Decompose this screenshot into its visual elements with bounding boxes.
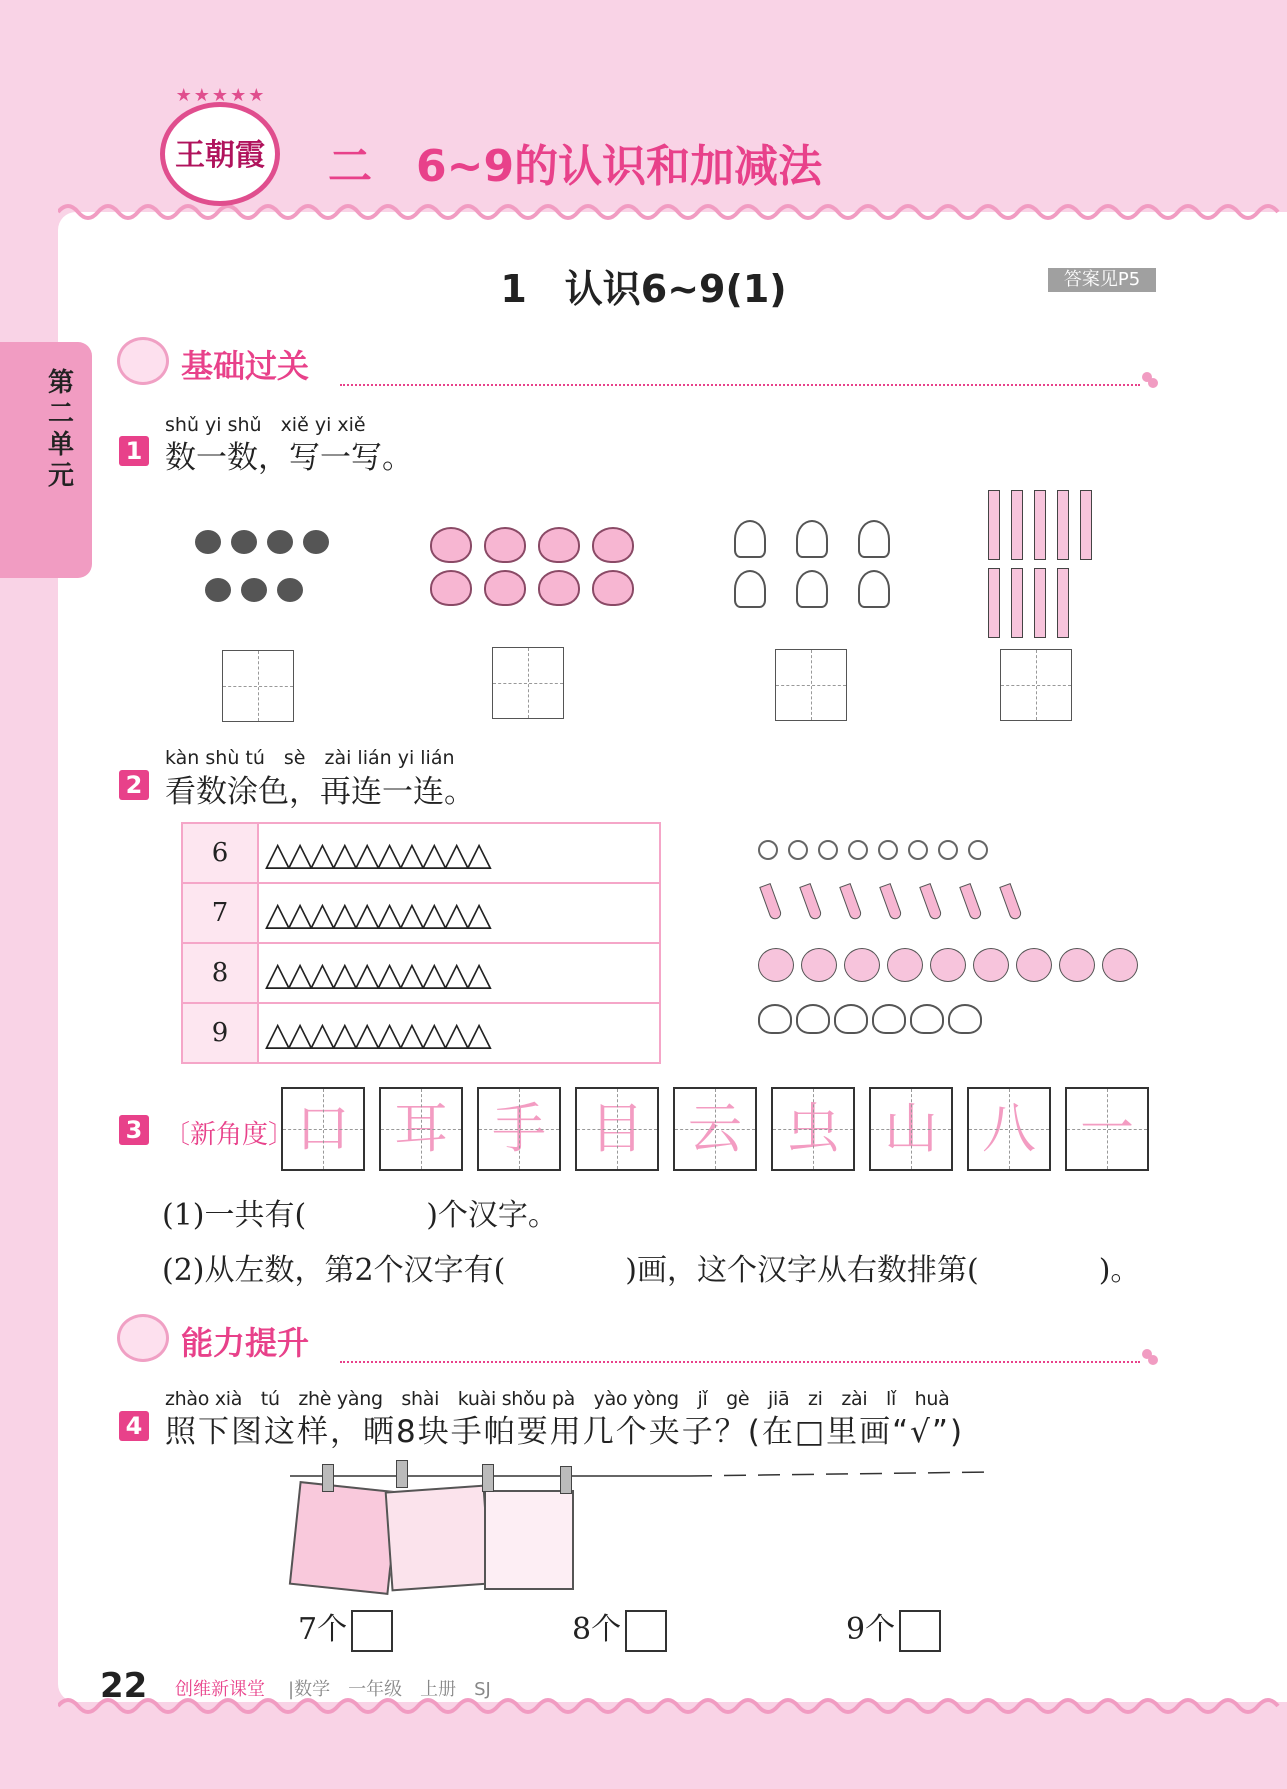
footer-meta: |数学 一年级 上册 SJ: [288, 1679, 491, 1700]
coins-group[interactable]: [758, 840, 998, 860]
shuttlecock-icon: [734, 570, 766, 608]
peaches-group[interactable]: [758, 948, 1145, 982]
section-dotted-rule: [340, 1361, 1140, 1363]
rule-dot: [1148, 378, 1158, 388]
ant-icon: [241, 578, 267, 602]
peach-icon: [887, 948, 923, 982]
handkerchief: [289, 1481, 399, 1595]
shuttlecock-icon: [796, 520, 828, 558]
char-box: 八: [967, 1087, 1051, 1171]
clothesline: [290, 1466, 990, 1486]
strawberry-icon: [484, 570, 526, 606]
char-box: 耳: [379, 1087, 463, 1171]
char-box: 口: [281, 1087, 365, 1171]
page-number: 22: [100, 1666, 148, 1706]
buns-group[interactable]: [758, 1004, 986, 1034]
question-number: 1: [119, 436, 149, 466]
handkerchief: [385, 1485, 492, 1592]
pencil-icon: [988, 490, 1000, 560]
triangle-row[interactable]: △△△△△△△△△△: [258, 943, 660, 1003]
chili-icon: [879, 883, 903, 921]
rule-dot: [1148, 1355, 1158, 1365]
shuttlecocks-group: [734, 570, 920, 608]
section-dotted-rule: [340, 384, 1140, 386]
option-9[interactable]: [846, 1604, 941, 1652]
question-number: 2: [119, 770, 149, 800]
chili-icon: [839, 883, 863, 921]
clothespin-icon: [322, 1464, 334, 1492]
pencil-icon: [1011, 490, 1023, 560]
strawberry-icon: [484, 527, 526, 563]
strawberry-icon: [538, 527, 580, 563]
pencil-icon: [1057, 490, 1069, 560]
q4-pinyin: zhào xià tú zhè yàng shài kuài shǒu pà yào yòng jǐ gè jiā zi zài lǐ huà: [165, 1388, 950, 1410]
chili-icon: [999, 883, 1023, 921]
triangle-row[interactable]: △△△△△△△△△△: [258, 1003, 660, 1063]
publisher-logo: [160, 85, 280, 206]
unit-side-tab: [0, 342, 92, 578]
chili-icon: [959, 883, 983, 921]
peach-icon: [973, 948, 1009, 982]
bun-icon: [758, 1004, 792, 1034]
shuttlecock-icon: [734, 520, 766, 558]
table-row: [182, 943, 660, 1003]
char-box: 云: [673, 1087, 757, 1171]
new-angle-badge: 〔新角度〕: [164, 1120, 295, 1150]
handkerchief: [484, 1490, 574, 1590]
bun-icon: [910, 1004, 944, 1034]
coin-icon: [878, 840, 898, 860]
question-number: 3: [119, 1115, 149, 1145]
peach-icon: [1102, 948, 1138, 982]
answer-grid[interactable]: [775, 649, 847, 721]
q4-text: 照下图这样，晒8块手帕要用几个夹子？(在□里画“√”): [165, 1414, 965, 1450]
char-box: 目: [575, 1087, 659, 1171]
answer-reference: 答案见P5: [1048, 268, 1156, 292]
lesson-title: 1 认识6~9(1): [500, 267, 787, 311]
pencil-icon: [1011, 568, 1023, 638]
chili-icon: [799, 883, 823, 921]
peach-icon: [844, 948, 880, 982]
strawberry-icon: [538, 570, 580, 606]
answer-grid[interactable]: [1000, 649, 1072, 721]
pencil-icon: [1080, 490, 1092, 560]
chili-icon: [919, 883, 943, 921]
q2-pinyin: kàn shù tú sè zài lián yi lián: [165, 747, 455, 769]
char-box: 虫: [771, 1087, 855, 1171]
coin-icon: [788, 840, 808, 860]
peach-icon: [758, 948, 794, 982]
pencil-icon: [1057, 568, 1069, 638]
row-number: 6: [182, 823, 258, 883]
char-box: 手: [477, 1087, 561, 1171]
clothespin-icon: [482, 1464, 494, 1492]
q2-text: 看数涂色，再连一连。: [165, 774, 475, 810]
star-icon: ★★★★★: [175, 85, 267, 106]
ant-icon: [267, 530, 293, 554]
ant-icon: [195, 530, 221, 554]
peach-icon: [1059, 948, 1095, 982]
ant-icon: [205, 578, 231, 602]
row-number: 8: [182, 943, 258, 1003]
shuttlecock-icon: [796, 570, 828, 608]
bun-icon: [796, 1004, 830, 1034]
pencil-icon: [1034, 568, 1046, 638]
bun-icon: [834, 1004, 868, 1034]
q1-pinyin: shǔ yi shǔ xiě yi xiě: [165, 414, 366, 436]
coin-icon: [938, 840, 958, 860]
coin-icon: [818, 840, 838, 860]
checkbox[interactable]: [625, 1610, 667, 1652]
checkbox[interactable]: [351, 1610, 393, 1652]
clothespin-icon: [396, 1460, 408, 1488]
strawberry-icon: [430, 527, 472, 563]
pencil-icon: [1034, 490, 1046, 560]
strawberries-group: [430, 527, 646, 563]
answer-grid[interactable]: [222, 650, 294, 722]
option-label: 8个: [572, 1612, 622, 1647]
shuttlecocks-group: [734, 520, 920, 558]
peach-icon: [930, 948, 966, 982]
chilies-group[interactable]: [765, 884, 1045, 920]
question-number: 4: [119, 1411, 149, 1441]
ant-icon: [303, 530, 329, 554]
table-row: [182, 1003, 660, 1063]
strawberry-icon: [592, 527, 634, 563]
triangle-row[interactable]: △△△△△△△△△△: [258, 883, 660, 943]
peach-icon: [801, 948, 837, 982]
char-box: 一: [1065, 1087, 1149, 1171]
ants-group: [205, 578, 313, 602]
pencils-group: [988, 568, 1080, 638]
bun-icon: [872, 1004, 906, 1034]
pencil-icon: [988, 568, 1000, 638]
chapter-title: 二 6~9的认识和加减法: [328, 141, 823, 192]
ant-icon: [277, 578, 303, 602]
cartoon-face-icon: [117, 337, 169, 385]
table-row: [182, 823, 660, 883]
section-title: 基础过关: [181, 347, 310, 385]
shuttlecock-icon: [858, 520, 890, 558]
checkbox[interactable]: [899, 1610, 941, 1652]
coin-icon: [908, 840, 928, 860]
option-7[interactable]: [298, 1604, 393, 1652]
option-label: 9个: [846, 1612, 896, 1647]
option-8[interactable]: [572, 1604, 667, 1652]
pencils-group: [988, 490, 1103, 560]
ants-group: [195, 530, 339, 554]
logo-text: 王朝霞: [175, 138, 265, 173]
footer-brand: 创维新课堂: [175, 1679, 265, 1700]
unit-side-tab-label: 第二单元: [47, 368, 74, 491]
strawberry-icon: [430, 570, 472, 606]
q3-subquestion-2[interactable]: (2)从左数，第2个汉字有( )画，这个汉字从右数排第( )。: [162, 1253, 1141, 1288]
coin-icon: [758, 840, 778, 860]
triangle-coloring-table: [181, 822, 661, 1064]
char-box: 山: [869, 1087, 953, 1171]
row-number: 9: [182, 1003, 258, 1063]
strawberry-icon: [592, 570, 634, 606]
strawberries-group: [430, 570, 646, 606]
triangle-row[interactable]: △△△△△△△△△△: [258, 823, 660, 883]
row-number: 7: [182, 883, 258, 943]
q3-subquestion-1[interactable]: (1)一共有( )个汉字。: [162, 1198, 558, 1233]
coin-icon: [968, 840, 988, 860]
shuttlecock-icon: [858, 570, 890, 608]
clothespin-icon: [560, 1466, 572, 1494]
peach-icon: [1016, 948, 1052, 982]
table-row: [182, 883, 660, 943]
option-label: 7个: [298, 1612, 348, 1647]
q1-text: 数一数，写一写。: [165, 440, 413, 476]
answer-grid[interactable]: [492, 647, 564, 719]
coin-icon: [848, 840, 868, 860]
section-title: 能力提升: [181, 1324, 310, 1362]
bun-icon: [948, 1004, 982, 1034]
cartoon-face-icon: [117, 1314, 169, 1362]
ant-icon: [231, 530, 257, 554]
